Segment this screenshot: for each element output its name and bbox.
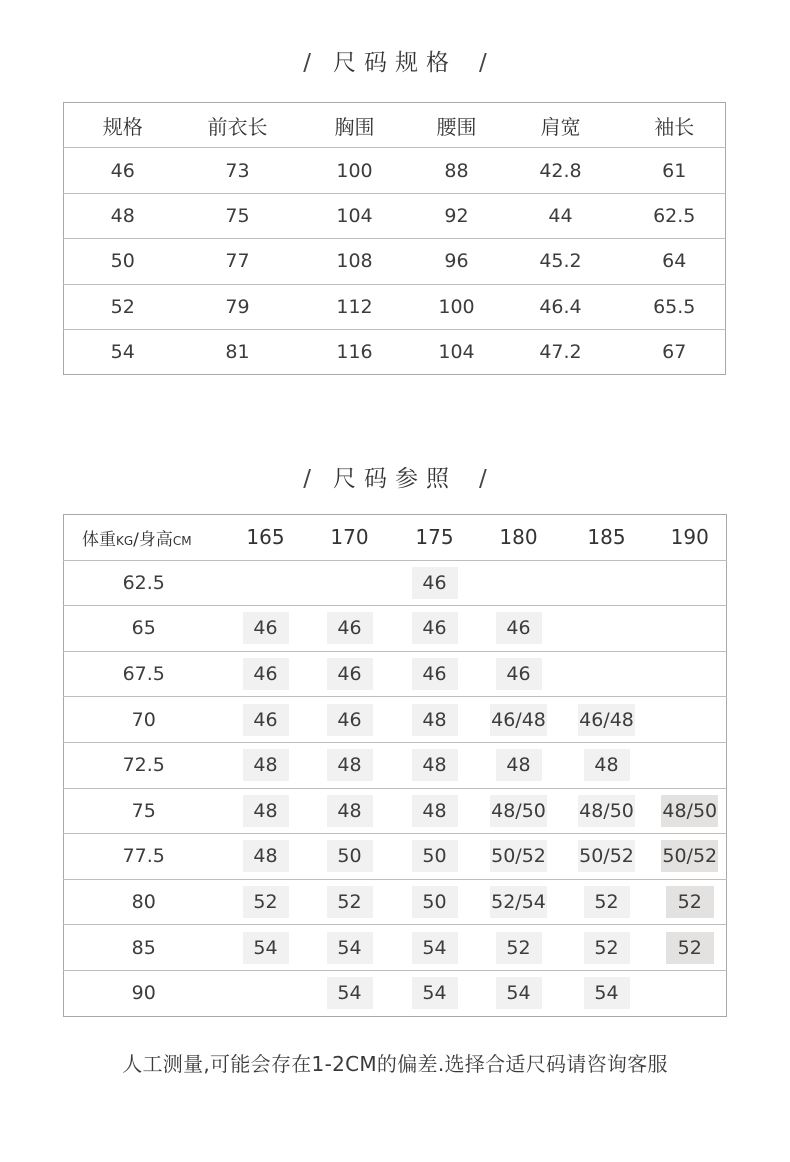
size-value: 54 (496, 977, 542, 1009)
table-row (64, 788, 727, 834)
spec-header-cell: 袖长 (654, 114, 695, 139)
spec-cell: 45.2 (539, 250, 582, 273)
size-cell (224, 834, 308, 880)
size-value: 54 (412, 977, 458, 1009)
spec-cell: 61 (662, 159, 687, 182)
size-value: 48 (327, 795, 373, 827)
table-row (64, 925, 727, 971)
size-value (584, 564, 630, 596)
height-header-cell: 165 (246, 525, 285, 550)
size-cell (560, 560, 654, 606)
size-cell (308, 697, 392, 743)
size-cell (478, 606, 560, 652)
size-cell (560, 925, 654, 971)
size-cell (654, 742, 727, 788)
size-cell (392, 834, 478, 880)
reference-title-text: 尺码参照 (333, 466, 457, 492)
size-cell (224, 742, 308, 788)
size-value: 48 (243, 795, 289, 827)
spec-cell: 46 (110, 159, 135, 182)
weight-cell: 62.5 (122, 571, 165, 594)
weight-cell: 85 (131, 936, 156, 959)
size-value: 48 (584, 749, 630, 781)
weight-cell: 75 (131, 799, 156, 822)
size-cell (392, 560, 478, 606)
size-cell (308, 788, 392, 834)
spec-cell: 42.8 (539, 159, 582, 182)
size-value (243, 564, 289, 596)
spec-cell: 64 (662, 250, 687, 273)
size-value: 46 (496, 658, 542, 690)
spec-header-cell: 肩宽 (540, 114, 581, 139)
table-row (64, 879, 727, 925)
height-header-cell: 175 (415, 525, 454, 550)
size-value (667, 701, 713, 733)
size-cell (478, 834, 560, 880)
size-value: 46 (412, 567, 458, 599)
spec-cell: 73 (225, 159, 250, 182)
size-value (667, 747, 713, 779)
size-cell (224, 970, 308, 1016)
size-value: 48 (327, 749, 373, 781)
size-value: 52 (327, 886, 373, 918)
size-cell (478, 651, 560, 697)
size-cell (560, 651, 654, 697)
spec-header-cell: 前衣长 (207, 114, 268, 139)
size-value: 46/48 (578, 704, 635, 736)
size-cell (560, 970, 654, 1016)
size-cell (224, 651, 308, 697)
size-value: 46 (327, 612, 373, 644)
weight-cell: 77.5 (122, 845, 165, 868)
size-value: 46 (243, 704, 289, 736)
size-cell (308, 742, 392, 788)
size-cell (654, 788, 727, 834)
size-cell (224, 697, 308, 743)
weight-cell: 70 (131, 708, 156, 731)
size-value: 50 (412, 886, 458, 918)
size-cell (478, 879, 560, 925)
table-row (64, 606, 727, 652)
size-value: 46 (327, 704, 373, 736)
table-row (64, 239, 726, 284)
size-cell (478, 970, 560, 1016)
spec-cell: 100 (438, 295, 475, 318)
spec-cell: 77 (225, 250, 250, 273)
size-value: 50/52 (490, 840, 547, 872)
size-spec-table (63, 102, 726, 375)
size-cell (308, 970, 392, 1016)
size-cell (478, 788, 560, 834)
table-row (64, 560, 727, 606)
height-header-cell: 180 (499, 525, 538, 550)
size-cell (560, 697, 654, 743)
size-cell (478, 925, 560, 971)
size-cell (654, 834, 727, 880)
weight-height-header (64, 515, 224, 561)
size-cell (654, 970, 727, 1016)
size-cell (560, 879, 654, 925)
size-cell (392, 697, 478, 743)
size-value (584, 656, 630, 688)
size-value (667, 975, 713, 1007)
size-value (496, 564, 542, 596)
size-cell (654, 925, 727, 971)
table-row (64, 193, 726, 238)
size-cell (392, 606, 478, 652)
size-value: 50/52 (578, 840, 635, 872)
weight-cell: 65 (131, 617, 156, 640)
size-value (243, 975, 289, 1007)
size-value: 46/48 (490, 704, 547, 736)
size-value: 52 (584, 932, 630, 964)
size-cell (560, 834, 654, 880)
spec-cell: 47.2 (539, 341, 582, 364)
spec-cell: 79 (225, 295, 250, 318)
size-value: 48 (496, 749, 542, 781)
size-value: 46 (327, 658, 373, 690)
size-value: 48 (412, 749, 458, 781)
spec-cell: 96 (444, 250, 469, 273)
weight-cell: 80 (131, 891, 156, 914)
size-cell (308, 879, 392, 925)
size-cell (224, 606, 308, 652)
table-row (64, 329, 726, 374)
size-cell (560, 742, 654, 788)
spec-header-cell: 胸围 (334, 114, 375, 139)
weight-cell: 90 (131, 982, 156, 1005)
size-value: 50/52 (661, 840, 718, 872)
table-row (64, 697, 727, 743)
size-cell (224, 925, 308, 971)
size-value: 54 (243, 932, 289, 964)
spec-header-row (64, 103, 726, 148)
size-value (584, 610, 630, 642)
reference-section-title: / 尺码参照 / (303, 466, 487, 492)
size-value: 52 (584, 886, 630, 918)
size-cell (224, 788, 308, 834)
spec-cell: 104 (336, 204, 373, 227)
size-value: 46 (412, 612, 458, 644)
measurement-footnote: 人工测量,可能会存在1-2CM的偏差.选择合适尺码请咨询客服 (122, 1052, 668, 1076)
size-cell (392, 970, 478, 1016)
size-cell (478, 560, 560, 606)
spec-cell: 46.4 (539, 295, 582, 318)
spec-cell: 50 (110, 250, 135, 273)
spec-cell: 104 (438, 341, 475, 364)
size-value: 52 (666, 932, 714, 964)
size-value: 48 (412, 795, 458, 827)
spec-header-cell: 规格 (102, 114, 143, 139)
size-value: 46 (243, 658, 289, 690)
size-cell (392, 651, 478, 697)
size-cell (560, 606, 654, 652)
spec-cell: 112 (336, 295, 373, 318)
size-value: 50 (327, 840, 373, 872)
spec-cell: 116 (336, 341, 373, 364)
size-value (667, 610, 713, 642)
size-value: 48 (243, 749, 289, 781)
corner-cm-unit: CM (172, 533, 192, 548)
spec-cell: 62.5 (653, 204, 696, 227)
size-value: 48/50 (578, 795, 635, 827)
size-value (667, 564, 713, 596)
spec-cell: 100 (336, 159, 373, 182)
size-cell (392, 742, 478, 788)
table-row (64, 970, 727, 1016)
size-cell (308, 560, 392, 606)
size-value: 54 (327, 932, 373, 964)
size-value: 48 (412, 704, 458, 736)
spec-cell: 54 (110, 341, 135, 364)
spec-title-text: 尺码规格 (333, 50, 457, 76)
size-cell (392, 925, 478, 971)
size-cell (392, 879, 478, 925)
table-row (64, 148, 726, 193)
height-header-cell: 170 (330, 525, 369, 550)
weight-cell: 67.5 (122, 663, 165, 686)
size-value (667, 656, 713, 688)
corner-height-label: /身高 (133, 529, 173, 550)
size-value: 46 (243, 612, 289, 644)
size-cell (308, 925, 392, 971)
reference-header-row (64, 515, 727, 561)
height-header-cell: 190 (670, 525, 709, 550)
size-value: 48/50 (661, 795, 718, 827)
size-value: 48 (243, 840, 289, 872)
corner-kg-unit: KG (116, 533, 134, 548)
size-value: 52 (496, 932, 542, 964)
spec-cell: 75 (225, 204, 250, 227)
size-cell (654, 697, 727, 743)
spec-cell: 67 (662, 341, 687, 364)
size-value: 52/54 (490, 886, 547, 918)
size-value: 46 (496, 612, 542, 644)
table-row (64, 834, 727, 880)
spec-cell: 52 (110, 295, 135, 318)
size-cell (654, 560, 727, 606)
size-cell (654, 651, 727, 697)
size-value: 54 (412, 932, 458, 964)
spec-cell: 48 (110, 204, 135, 227)
size-reference-table (63, 514, 727, 1017)
spec-cell: 65.5 (653, 295, 696, 318)
size-value: 54 (327, 977, 373, 1009)
size-value: 46 (412, 658, 458, 690)
table-row (64, 284, 726, 329)
spec-section-title: / 尺码规格 / (303, 50, 487, 76)
size-cell (224, 879, 308, 925)
size-cell (308, 651, 392, 697)
spec-cell: 44 (548, 204, 573, 227)
size-cell (654, 879, 727, 925)
spec-cell: 88 (444, 159, 469, 182)
size-cell (392, 788, 478, 834)
size-cell (478, 697, 560, 743)
spec-header-cell: 腰围 (436, 114, 477, 139)
size-cell (308, 834, 392, 880)
table-row (64, 651, 727, 697)
spec-cell: 92 (444, 204, 469, 227)
size-value: 52 (666, 886, 714, 918)
size-cell (654, 606, 727, 652)
weight-cell: 72.5 (122, 754, 165, 777)
size-value: 52 (243, 886, 289, 918)
corner-weight-label: 体重 (82, 529, 116, 550)
size-value: 50 (412, 840, 458, 872)
size-cell (308, 606, 392, 652)
size-value: 48/50 (490, 795, 547, 827)
size-value (327, 564, 373, 596)
size-value: 54 (584, 977, 630, 1009)
spec-cell: 108 (336, 250, 373, 273)
size-cell (478, 742, 560, 788)
table-row (64, 742, 727, 788)
spec-cell: 81 (225, 341, 250, 364)
size-cell (560, 788, 654, 834)
size-cell (224, 560, 308, 606)
height-header-cell: 185 (587, 525, 626, 550)
